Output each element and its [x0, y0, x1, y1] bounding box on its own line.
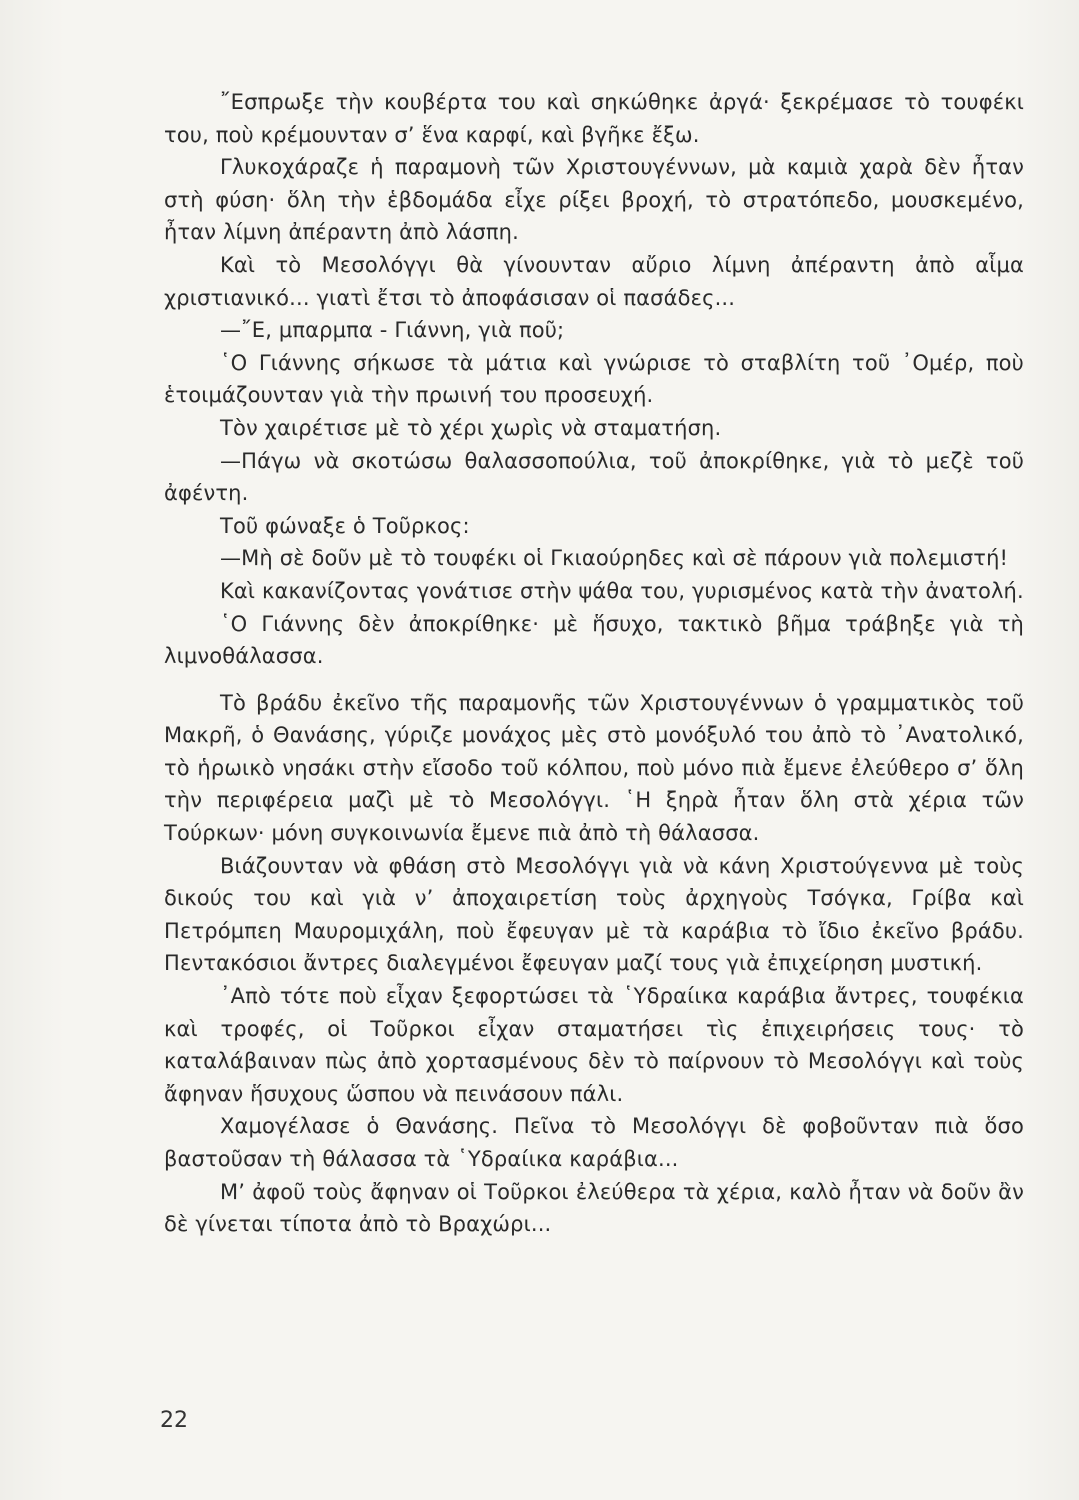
paragraph-8: Τοῦ φώναξε ὁ Τοῦρκος: [220, 513, 470, 538]
paragraph-3: Καὶ τὸ Μεσολόγγι θὰ γίνουνταν αὔριο λίμνη ἀπέραντη ἀπὸ αἷμα χριστιανικό... γιατὶ ἔτσι τὸ ἀποφάσισαν οἱ πασάδες... [164, 252, 1024, 310]
paragraph-15: Χαμογέλασε ὁ Θανάσης. Πεῖνα τὸ Μεσολόγγι δὲ φοβοῦνταν πιὰ ὅσο βαστοῦσαν τὴ θάλασσα τὰ ῾Υδραίικα καράβια... [164, 1114, 1024, 1171]
paragraph-14: ᾿Απὸ τότε ποὺ εἶχαν ξεφορτώσει τὰ ῾Υδραίικα καράβια ἄντρες, τουφέκια καὶ τροφές, οἱ Τοῦρκοι εἶχαν σταματήσει τὶς ἐπιχειρήσεις τους· τὸ καταλάβαιναν πὼς ἀπὸ χορτασμένους δὲν τὸ παίρνουν τὸ Μεσολόγγι καὶ τοὺς ἄφηναν ἥσυχους ὥσπου νὰ πεινάσουν πάλι. [164, 984, 1024, 1106]
paragraph-1: ῎Εσπρωξε τὴν κουβέρτα του καὶ σηκώθηκε ἀργά· ξεκρέμασε τὸ τουφέκι του, ποὺ κρέμουνταν σ’ ἕνα καρφί, καὶ βγῆκε ἔξω. [164, 90, 1024, 147]
paragraph-7: —Πάγω νὰ σκοτώσω θαλασσοπούλια, τοῦ ἀποκρίθηκε, γιὰ τὸ μεζὲ τοῦ ἀφέντη. [164, 448, 1024, 506]
paragraph-9: —Μὴ σὲ δοῦν μὲ τὸ τουφέκι οἱ Γκιαούρηδες καὶ σὲ πάρουν γιὰ πολεμιστή! [220, 546, 1009, 571]
paragraph-10: Καὶ κακανίζοντας γονάτισε στὴν ψάθα του, γυρισμένος κατὰ τὴν ἀνατολή. [220, 578, 1024, 603]
paragraph-11: ῾Ο Γιάννης δὲν ἀποκρίθηκε· μὲ ἥσυχο, τακτικὸ βῆμα τράβηξε γιὰ τὴ λιμνοθάλασσα. [164, 611, 1024, 669]
body-text [164, 86, 1024, 1241]
paragraph-4: —῎Ε, μπαρμπα - Γιάννη, γιὰ ποῦ; [220, 318, 565, 343]
paragraph-12: Τὸ βράδυ ἐκεῖνο τῆς παραμονῆς τῶν Χριστουγέννων ὁ γραμματικὸς τοῦ Μακρῆ, ὁ Θανάσης, γύριζε μονάχος μὲς στὸ μονόξυλό του ἀπὸ τὸ ᾿Ανατολικό, τὸ ἡρωικὸ νησάκι στὴν εἴσοδο τοῦ κόλπου, ποὺ μόνο πιὰ ἔμενε ἐλεύθερο σ’ ὅλη τὴν περιφέρεια μαζὶ μὲ τὸ Μεσολόγγι. ῾Η ξηρὰ ἦταν ὅλη στὰ χέρια τῶν Τούρκων· μόνη συγκοινωνία ἔμενε πιὰ ἀπὸ τὴ θάλασσα. [164, 690, 1024, 846]
paragraph-5: ῾Ο Γιάννης σήκωσε τὰ μάτια καὶ γνώρισε τὸ σταβλίτη τοῦ ᾿Ομέρ, ποὺ ἑτοιμάζουνταν γιὰ τὴν πρωινή του προσευχή. [164, 350, 1024, 408]
page-number: 22 [160, 1408, 188, 1433]
paragraph-6: Τὸν χαιρέτισε μὲ τὸ χέρι χωρὶς νὰ σταματήση. [220, 415, 722, 440]
paragraph-2: Γλυκοχάραζε ἡ παραμονὴ τῶν Χριστουγέννων, μὰ καμιὰ χαρὰ δὲν ἦταν στὴ φύση· ὅλη τὴν ἑβδομάδα εἶχε ρίξει βροχή, τὸ στρατόπεδο, μουσκεμένο, ἦταν λίμνη ἀπέραντη ἀπὸ λάσπη. [164, 155, 1024, 245]
paragraph-13: Βιάζουνταν νὰ φθάση στὸ Μεσολόγγι γιὰ νὰ κάνη Χριστούγεννα μὲ τοὺς δικούς του καὶ γιὰ ν’ ἀποχαιρετίση τοὺς ἀρχηγοὺς Τσόγκα, Γρίβα καὶ Πετρόμπεη Μαυρομιχάλη, ποὺ ἔφευγαν μὲ τὰ καράβια τὸ ἴδιο ἐκεῖνο βράδυ. Πεντακόσιοι ἄντρες διαλεγμένοι ἔφευγαν μαζί τους γιὰ ἐπιχείρηση μυστική. [164, 853, 1024, 976]
paragraph-16: Μ’ ἀφοῦ τοὺς ἄφηναν οἱ Τοῦρκοι ἐλεύθερα τὰ χέρια, καλὸ ἦταν νὰ δοῦν ἂν δὲ γίνεται τίποτα ἀπὸ τὸ Βραχώρι... [164, 1179, 1024, 1237]
